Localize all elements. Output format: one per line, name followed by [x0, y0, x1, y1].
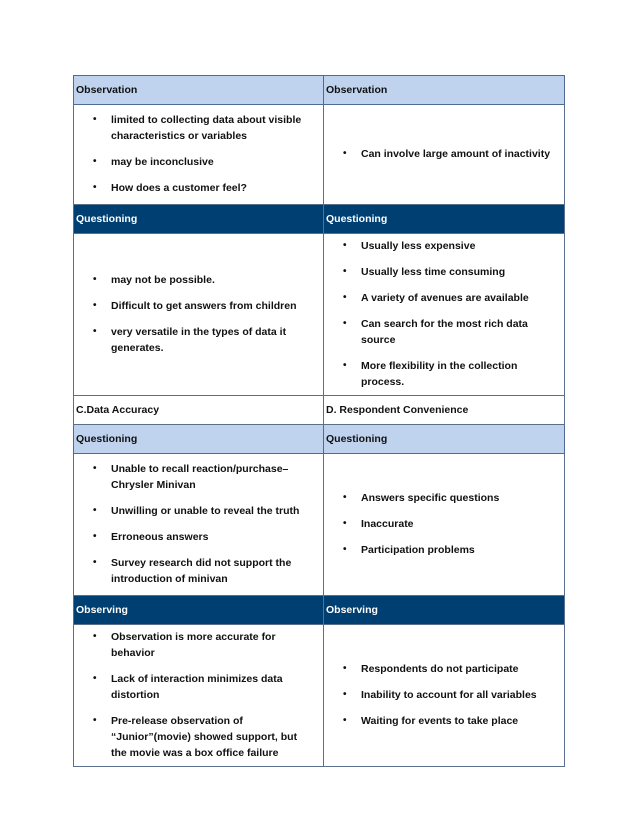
bullet-item [324, 146, 564, 162]
table-header-row [74, 396, 565, 425]
bullet-item [324, 490, 564, 506]
bullet-item [74, 461, 323, 493]
table-body-row [74, 105, 565, 205]
bullet-item [324, 542, 564, 558]
bullet-icon: • [93, 531, 97, 542]
bullet-icon: • [93, 673, 97, 684]
bullet-text: Survey research did not support the introduction of minivan [111, 557, 292, 585]
bullet-icon: • [93, 505, 97, 516]
bullet-icon: • [343, 518, 347, 529]
bullet-item [324, 713, 564, 729]
bullet-text: Difficult to get answers from children [111, 300, 297, 312]
bullet-item [74, 671, 323, 703]
bullet-item [74, 180, 323, 196]
bullet-icon: • [343, 240, 347, 251]
bullet-text: Observation is more accurate for behavior [111, 631, 276, 659]
bullet-item [324, 358, 564, 390]
left-cell [74, 596, 324, 625]
right-bullet-list [324, 146, 564, 162]
bullet-text: Respondents do not participate [361, 663, 519, 675]
bullet-icon: • [93, 114, 97, 125]
bullet-text: very versatile in the types of data it generates. [111, 326, 287, 354]
left-bullet-list [74, 629, 323, 761]
comparison-table [73, 75, 565, 767]
bullet-item [324, 516, 564, 532]
bullet-text: Usually less expensive [361, 240, 476, 252]
bullet-icon: • [343, 544, 347, 555]
bullet-icon: • [93, 463, 97, 474]
bullet-text: Inability to account for all variables [361, 689, 537, 701]
table-header-row [74, 205, 565, 234]
bullet-icon: • [343, 689, 347, 700]
bullet-text: Participation problems [361, 544, 475, 556]
left-cell [74, 76, 324, 105]
bullet-text: Unable to recall reaction/purchase– Chrysler Minivan [111, 463, 289, 491]
bullet-text: Can involve large amount of inactivity [361, 148, 551, 160]
left-cell [74, 396, 324, 425]
bullet-item [74, 629, 323, 661]
left-cell [74, 234, 324, 396]
bullet-icon: • [93, 326, 97, 337]
right-bullet-list [324, 661, 564, 729]
bullet-item [324, 264, 564, 280]
bullet-icon: • [343, 266, 347, 277]
bullet-item [74, 555, 323, 587]
section-heading: Observing [326, 604, 378, 616]
bullet-item [324, 316, 564, 348]
bullet-icon: • [93, 156, 97, 167]
table-header-row [74, 596, 565, 625]
right-cell [324, 396, 565, 425]
bullet-text: Unwilling or unable to reveal the truth [111, 505, 300, 517]
section-heading: C.Data Accuracy [76, 404, 160, 416]
section-heading: Observing [76, 604, 128, 616]
bullet-text: limited to collecting data about visible characteristics or variables [111, 114, 302, 142]
bullet-icon: • [93, 557, 97, 568]
bullet-icon: • [343, 360, 347, 371]
left-bullet-list [74, 461, 323, 587]
table-body-row [74, 625, 565, 767]
right-cell [324, 454, 565, 596]
section-heading: Questioning [326, 213, 388, 225]
bullet-icon: • [343, 318, 347, 329]
bullet-item [324, 238, 564, 254]
left-cell [74, 425, 324, 454]
bullet-text: Lack of interaction minimizes data distortion [111, 673, 283, 701]
table-header-row [74, 76, 565, 105]
section-heading: Questioning [76, 433, 138, 445]
table-body-row [74, 234, 565, 396]
bullet-item [74, 154, 323, 170]
bullet-text: may not be possible. [111, 274, 215, 286]
bullet-icon: • [93, 631, 97, 642]
bullet-icon: • [343, 148, 347, 159]
bullet-text: Erroneous answers [111, 531, 209, 543]
right-cell [324, 596, 565, 625]
bullet-text: Can search for the most rich data source [361, 318, 528, 346]
right-cell [324, 234, 565, 396]
bullet-icon: • [93, 182, 97, 193]
bullet-item [324, 661, 564, 677]
table-body-row [74, 454, 565, 596]
section-heading: Questioning [76, 213, 138, 225]
bullet-item [74, 503, 323, 519]
bullet-icon: • [343, 492, 347, 503]
bullet-text: How does a customer feel? [111, 182, 247, 194]
right-cell [324, 76, 565, 105]
right-bullet-list [324, 490, 564, 558]
bullet-icon: • [343, 663, 347, 674]
bullet-item [74, 298, 323, 314]
bullet-icon: • [93, 274, 97, 285]
bullet-item [324, 290, 564, 306]
section-heading: Questioning [326, 433, 388, 445]
bullet-item [324, 687, 564, 703]
right-cell [324, 105, 565, 205]
bullet-icon: • [343, 715, 347, 726]
section-heading: Observation [76, 84, 138, 96]
left-cell [74, 454, 324, 596]
bullet-text: Usually less time consuming [361, 266, 506, 278]
bullet-text: may be inconclusive [111, 156, 214, 168]
right-cell [324, 425, 565, 454]
bullet-text: Waiting for events to take place [361, 715, 519, 727]
bullet-text: A variety of avenues are available [361, 292, 529, 304]
bullet-text: Answers specific questions [361, 492, 500, 504]
bullet-icon: • [93, 300, 97, 311]
left-bullet-list [74, 272, 323, 356]
bullet-text: Inaccurate [361, 518, 414, 530]
bullet-item [74, 112, 323, 144]
table-header-row [74, 425, 565, 454]
section-heading: Observation [326, 84, 388, 96]
bullet-item [74, 529, 323, 545]
bullet-text: Pre-release observation of “Junior”(movie) showed support, but the movie was a box office failure [111, 715, 298, 759]
left-cell [74, 205, 324, 234]
right-cell [324, 205, 565, 234]
right-cell [324, 625, 565, 767]
left-cell [74, 105, 324, 205]
right-bullet-list [324, 238, 564, 390]
bullet-text: More flexibility in the collection process. [361, 360, 518, 388]
bullet-icon: • [93, 715, 97, 726]
bullet-item [74, 713, 323, 761]
bullet-icon: • [343, 292, 347, 303]
section-heading: D. Respondent Convenience [326, 404, 469, 416]
comparison-table-body [74, 76, 565, 767]
bullet-item [74, 272, 323, 288]
left-cell [74, 625, 324, 767]
bullet-item [74, 324, 323, 356]
left-bullet-list [74, 112, 323, 196]
